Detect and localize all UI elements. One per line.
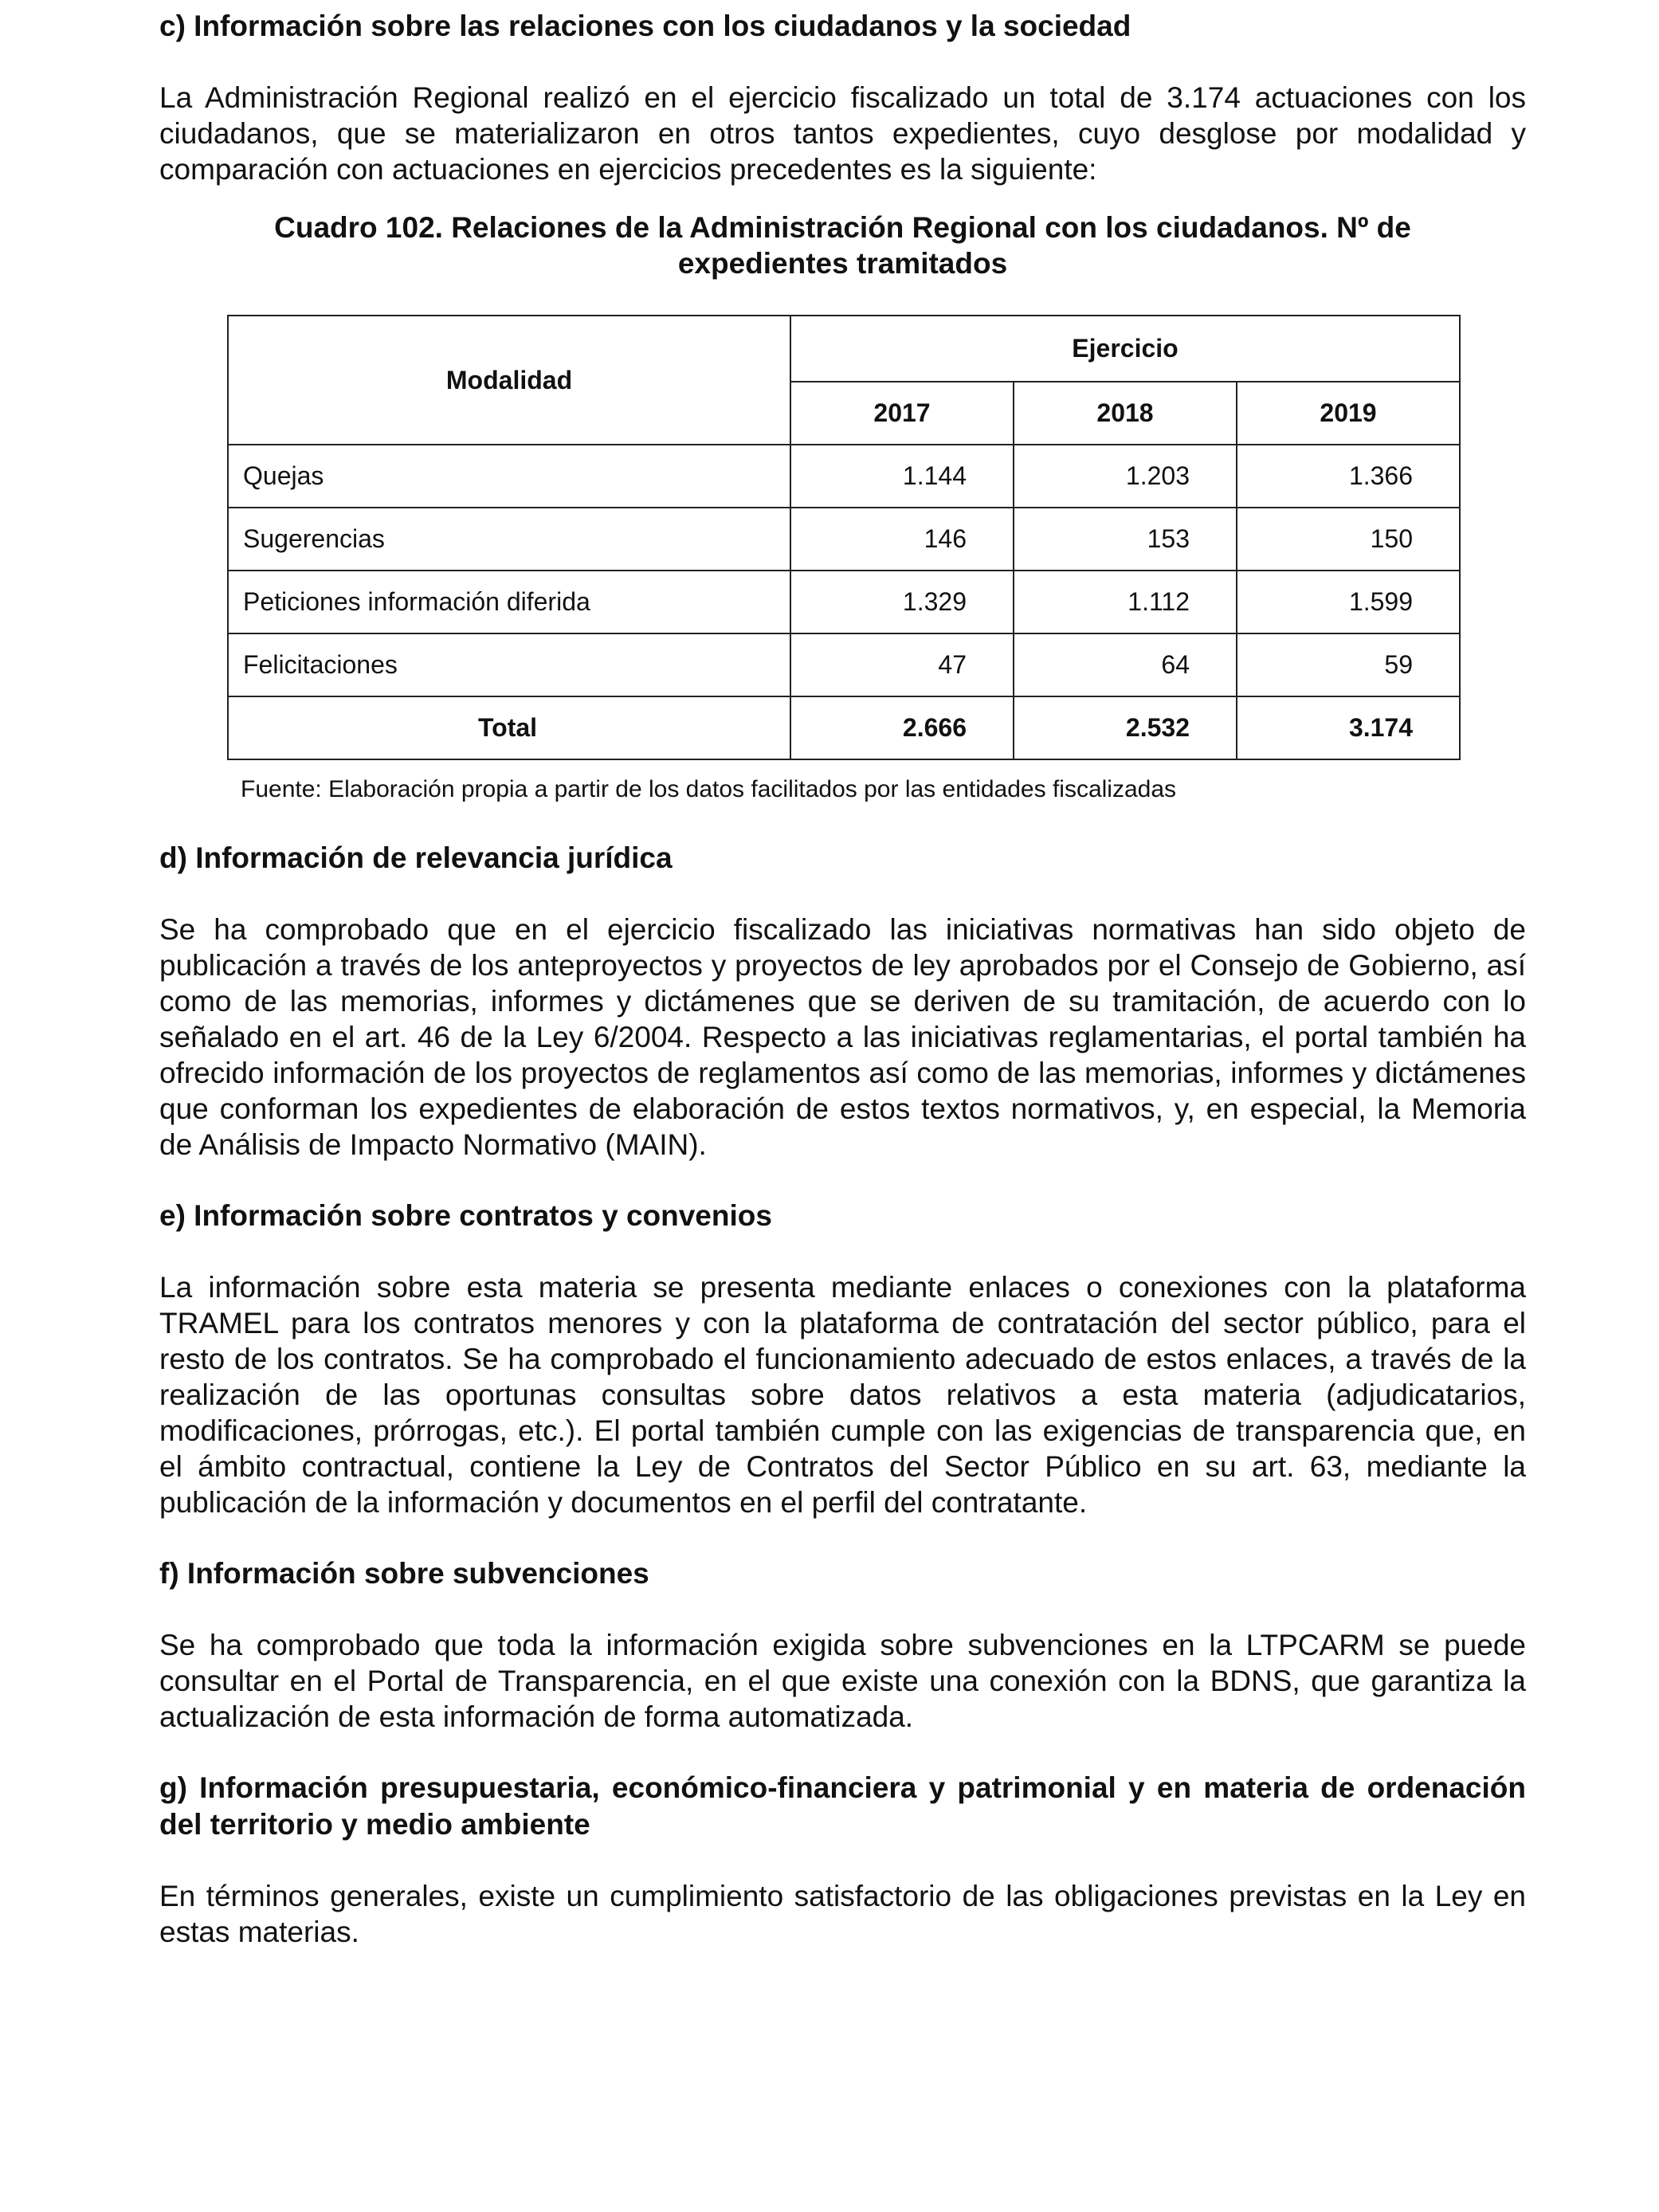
row-value: 153 — [1014, 508, 1237, 571]
row-value: 1.329 — [790, 571, 1014, 633]
header-year: 2017 — [790, 382, 1014, 445]
row-value: 150 — [1237, 508, 1460, 571]
header-ejercicio: Ejercicio — [790, 316, 1460, 382]
row-value: 1.203 — [1014, 445, 1237, 508]
section-c-paragraph: La Administración Regional realizó en el ejercicio fiscalizado un total de 3.174 actuaciones con los ciudadanos, que se materializaron en otros tantos expedientes, cuyo desglose por modalidad y comparación con actuaciones en ejercicios precedentes es la siguiente: — [159, 81, 1526, 186]
document-page — [159, 8, 1526, 1950]
section-e-paragraph: La información sobre esta materia se presenta mediante enlaces o conexiones con la plataforma TRAMEL para los contratos menores y con la plataforma de contratación del sector público, para el resto de los contratos. Se ha comprobado el funcionamiento adecuado de estos enlaces, a través de la realización de las oportunas consultas sobre datos relativos a esta materia (adjudicatarios, modificaciones, prórrogas, etc.). El portal también cumple con las exigencias de transparencia que, en el ámbito contractual, contiene la Ley de Contratos del Sector Público en su art. 63, mediante la publicación de la información y documentos en el perfil del contratante. — [159, 1271, 1526, 1519]
row-label: Felicitaciones — [228, 633, 790, 696]
row-label: Quejas — [228, 445, 790, 508]
row-value: 1.144 — [790, 445, 1014, 508]
section-f-paragraph: Se ha comprobado que toda la información exigida sobre subvenciones en la LTPCARM se puede consultar en el Portal de Transparencia, en el que existe una conexión con la BDNS, que garantiza la actualización de esta información de forma automatizada. — [159, 1629, 1526, 1733]
section-g-paragraph: En términos generales, existe un cumplimiento satisfactorio de las obligaciones previstas en la Ley en estas materias. — [159, 1880, 1526, 1948]
section-d-paragraph: Se ha comprobado que en el ejercicio fiscalizado las iniciativas normativas han sido objeto de publicación a través de los anteproyectos y proyectos de ley aprobados por el Consejo de Gobierno, así como de las memorias, informes y dictámenes que se deriven de su tramitación, de acuerdo con lo señalado en el art. 46 de la Ley 6/2004. Respecto a las iniciativas reglamentarias, el portal también ha ofrecido información de los proyectos de reglamentos así como de las memorias, informes y dictámenes que conforman los expedientes de elaboración de estos textos normativos, y, en especial, la Memoria de Análisis de Impacto Normativo (MAIN). — [159, 913, 1526, 1161]
section-e-heading: e) Información sobre contratos y convenios — [159, 1199, 772, 1232]
row-value: 64 — [1014, 633, 1237, 696]
section-g-heading: g) Información presupuestaria, económico-financiera y patrimonial y en materia de ordenación del territorio y medio ambiente — [159, 1771, 1526, 1841]
row-label: Peticiones información diferida — [228, 571, 790, 633]
row-value: 59 — [1237, 633, 1460, 696]
section-d-heading: d) Información de relevancia jurídica — [159, 841, 673, 874]
table-row — [228, 508, 1460, 571]
total-value: 2.532 — [1014, 696, 1237, 759]
row-label: Sugerencias — [228, 508, 790, 571]
section-f-heading: f) Información sobre subvenciones — [159, 1557, 649, 1590]
section-c-heading: c) Información sobre las relaciones con los ciudadanos y la sociedad — [159, 10, 1131, 42]
row-value: 1.112 — [1014, 571, 1237, 633]
header-year: 2019 — [1237, 382, 1460, 445]
header-modalidad: Modalidad — [228, 316, 790, 445]
row-value: 1.366 — [1237, 445, 1460, 508]
total-value: 3.174 — [1237, 696, 1460, 759]
table-header-row — [228, 316, 1460, 382]
row-value: 1.599 — [1237, 571, 1460, 633]
total-value: 2.666 — [790, 696, 1014, 759]
table-source: Fuente: Elaboración propia a partir de los datos facilitados por las entidades fiscalizadas — [241, 776, 1177, 802]
table-caption-line2: expedientes tramitados — [677, 247, 1008, 280]
row-value: 146 — [790, 508, 1014, 571]
table-row — [228, 633, 1460, 696]
total-label: Total — [228, 696, 790, 759]
header-year: 2018 — [1014, 382, 1237, 445]
table-caption-line1: Cuadro 102. Relaciones de la Administración Regional con los ciudadanos. Nº de — [274, 211, 1411, 244]
table-total-row — [228, 696, 1460, 759]
row-value: 47 — [790, 633, 1014, 696]
table-row — [228, 571, 1460, 633]
relations-table — [227, 315, 1461, 760]
table-row — [228, 445, 1460, 508]
